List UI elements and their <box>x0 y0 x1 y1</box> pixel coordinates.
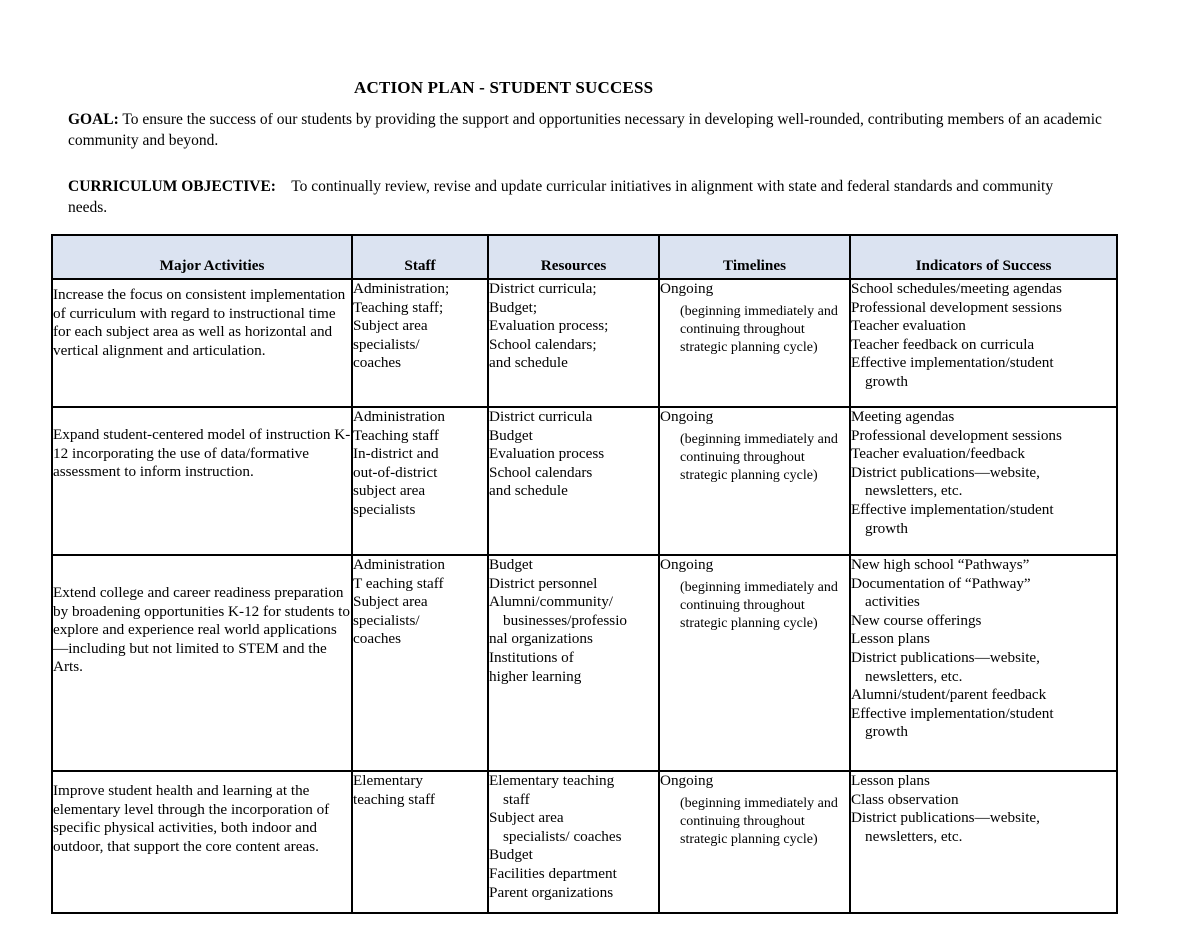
staff-item: Subject area <box>353 593 428 611</box>
staff-item: specialists/ <box>353 335 420 353</box>
indicator-item: District publications—website, <box>851 463 1040 481</box>
activity-cell <box>52 279 352 407</box>
timeline-status: Ongoing <box>660 556 714 573</box>
indicator-item: activities <box>865 593 920 611</box>
resource-item: Budget; <box>489 298 538 316</box>
indicator-item: Effective implementation/student <box>851 704 1054 722</box>
indicator-item: New high school “Pathways” <box>851 556 1030 573</box>
objective-label: CURRICULUM OBJECTIVE: <box>68 178 276 195</box>
resource-item: Parent organizations <box>489 883 614 901</box>
table-row <box>52 555 1117 771</box>
table-row <box>52 279 1117 407</box>
timeline-note: (beginning immediately and continuing throughout strategic planning cycle) <box>680 795 838 847</box>
header-staff: Staff <box>352 235 488 279</box>
header-timelines: Timelines <box>659 235 850 279</box>
resource-item: Evaluation process <box>489 445 605 463</box>
resource-item: businesses/professio <box>503 611 628 629</box>
timeline-cell <box>659 771 850 913</box>
indicator-item: newsletters, etc. <box>865 482 963 500</box>
indicator-cell <box>850 771 1117 913</box>
indicator-item: newsletters, etc. <box>865 827 963 845</box>
staff-item: In-district and <box>353 445 439 463</box>
table-row <box>52 407 1117 555</box>
staff-item: teaching staff <box>353 790 435 808</box>
indicator-item: growth <box>865 519 909 537</box>
resource-item: specialists/ coaches <box>503 827 622 845</box>
timeline-status: Ongoing <box>660 408 714 425</box>
resource-item: Alumni/community/ <box>489 593 614 611</box>
staff-item: Administration <box>353 408 445 425</box>
resource-item: and schedule <box>489 354 568 372</box>
activity-text: Increase the focus on consistent implementation of curriculum with regard to instructional time for each subject area as well as horizontal and vertical alignment and articulation. <box>53 286 346 359</box>
indicator-item: Lesson plans <box>851 630 930 648</box>
resource-item: District curricula <box>489 408 593 425</box>
activity-text: Improve student health and learning at the elementary level through the incorporation of specific physical activities, both indoor and outdoor, that support the core content areas. <box>53 782 330 855</box>
curriculum-objective <box>68 176 1058 218</box>
resource-item: District curricula; <box>489 280 597 297</box>
indicator-item: Professional development sessions <box>851 426 1062 444</box>
timeline-cell <box>659 407 850 555</box>
indicator-item: New course offerings <box>851 611 982 629</box>
resource-item: School calendars; <box>489 335 597 353</box>
activity-cell <box>52 555 352 771</box>
staff-item: Subject area <box>353 317 428 335</box>
indicator-item: Effective implementation/student <box>851 500 1054 518</box>
indicator-item: Teacher evaluation <box>851 317 966 335</box>
staff-item: out-of-district <box>353 463 438 481</box>
activity-cell <box>52 407 352 555</box>
indicator-item: growth <box>865 372 909 390</box>
indicator-item: School schedules/meeting agendas <box>851 280 1062 297</box>
staff-cell <box>352 279 488 407</box>
resource-cell <box>488 555 659 771</box>
staff-item: Teaching staff; <box>353 298 444 316</box>
staff-item: T eaching staff <box>353 574 444 592</box>
indicator-cell <box>850 407 1117 555</box>
staff-cell <box>352 555 488 771</box>
indicator-cell <box>850 279 1117 407</box>
header-major-activities: Major Activities <box>52 235 352 279</box>
indicator-item: District publications—website, <box>851 809 1040 827</box>
action-plan-table <box>51 234 1118 914</box>
resource-item: Budget <box>489 426 533 444</box>
indicator-item: Teacher evaluation/feedback <box>851 445 1025 463</box>
resource-item: Facilities department <box>489 864 617 882</box>
indicator-cell <box>850 555 1117 771</box>
indicator-item: Documentation of “Pathway” <box>851 574 1031 592</box>
table-header-row <box>52 235 1117 279</box>
resource-item: Evaluation process; <box>489 317 609 335</box>
activity-cell <box>52 771 352 913</box>
staff-item: coaches <box>353 354 402 372</box>
timeline-note: (beginning immediately and continuing throughout strategic planning cycle) <box>680 579 838 631</box>
staff-cell <box>352 771 488 913</box>
resource-item: staff <box>503 790 530 808</box>
goal-text: To ensure the success of our students by providing the support and opportunities necessary in developing well-rounded, contributing members of an academic community and beyond. <box>68 111 1102 149</box>
table-row <box>52 771 1117 913</box>
indicator-item: District publications—website, <box>851 648 1040 666</box>
resource-cell <box>488 407 659 555</box>
indicator-item: Lesson plans <box>851 772 930 789</box>
indicator-item: Meeting agendas <box>851 408 955 425</box>
page-title: ACTION PLAN - STUDENT SUCCESS <box>354 78 654 97</box>
resource-item: higher learning <box>489 667 582 685</box>
resource-item: Budget <box>489 846 533 864</box>
indicator-item: Professional development sessions <box>851 298 1062 316</box>
timeline-cell <box>659 279 850 407</box>
resource-item: Subject area <box>489 809 564 827</box>
resource-item: Institutions of <box>489 648 574 666</box>
timeline-note: (beginning immediately and continuing throughout strategic planning cycle) <box>680 303 838 355</box>
resource-cell <box>488 771 659 913</box>
indicator-item: growth <box>865 723 909 741</box>
staff-item: Administration <box>353 556 445 573</box>
indicator-item: Class observation <box>851 790 959 808</box>
resource-item: and schedule <box>489 482 568 500</box>
timeline-status: Ongoing <box>660 772 714 789</box>
resource-item: School calendars <box>489 463 593 481</box>
indicator-item: Effective implementation/student <box>851 354 1054 372</box>
indicator-item: Teacher feedback on curricula <box>851 335 1035 353</box>
indicator-item: Alumni/student/parent feedback <box>851 686 1047 704</box>
goal-label: GOAL: <box>68 111 119 128</box>
staff-item: coaches <box>353 630 402 648</box>
resource-item: Budget <box>489 556 533 573</box>
indicator-item: newsletters, etc. <box>865 667 963 685</box>
staff-item: Teaching staff <box>353 426 439 444</box>
staff-item: Administration; <box>353 280 450 297</box>
goal-statement <box>68 109 1128 151</box>
staff-item: specialists <box>353 500 416 518</box>
resource-item: District personnel <box>489 574 598 592</box>
staff-item: Elementary <box>353 772 423 789</box>
header-resources: Resources <box>488 235 659 279</box>
resource-item: Elementary teaching <box>489 772 615 789</box>
staff-cell <box>352 407 488 555</box>
resource-cell <box>488 279 659 407</box>
objective-text: To continually review, revise and update curricular initiatives in alignment with state and federal standards and community needs. <box>68 178 1057 216</box>
timeline-status: Ongoing <box>660 280 714 297</box>
header-indicators: Indicators of Success <box>850 235 1117 279</box>
resource-item: nal organizations <box>489 630 593 648</box>
timeline-cell <box>659 555 850 771</box>
staff-item: subject area <box>353 482 426 500</box>
activity-text: Expand student-centered model of instruction K-12 incorporating the use of data/formative assessment to inform instruction. <box>53 426 351 481</box>
activity-text: Extend college and career readiness preparation by broadening opportunities K-12 for students to explore and experience real world applications—including but not limited to STEM and the Arts. <box>53 584 350 676</box>
timeline-note: (beginning immediately and continuing throughout strategic planning cycle) <box>680 431 838 483</box>
staff-item: specialists/ <box>353 611 420 629</box>
